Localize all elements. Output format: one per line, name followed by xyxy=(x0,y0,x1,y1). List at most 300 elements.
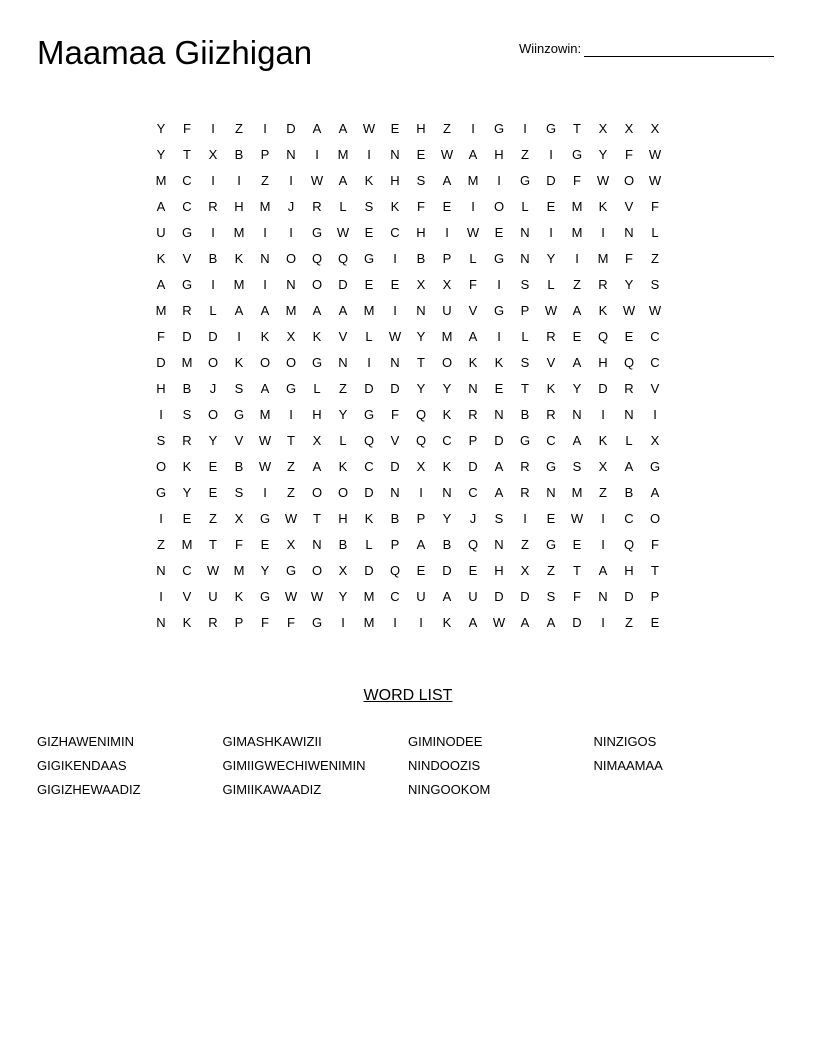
grid-letter: H xyxy=(598,354,608,370)
grid-letter: B xyxy=(338,536,348,552)
grid-letter: Z xyxy=(235,120,243,136)
grid-letter: D xyxy=(364,562,374,578)
grid-letter: A xyxy=(312,120,322,136)
grid-letter: I xyxy=(263,276,267,292)
grid-letter: D xyxy=(338,276,348,292)
name-field xyxy=(519,41,774,57)
grid-letter: E xyxy=(624,328,634,344)
grid-letter: K xyxy=(468,354,478,370)
grid-letter: A xyxy=(442,172,452,188)
grid-letter: N xyxy=(286,146,296,162)
grid-letter: Z xyxy=(599,484,607,500)
grid-letter: B xyxy=(234,146,244,162)
grid-letter: A xyxy=(468,328,478,344)
word-list-item: NIMAAMAA xyxy=(593,758,663,773)
grid-letter: I xyxy=(237,328,241,344)
grid-letter: C xyxy=(182,198,192,214)
grid-letter: G xyxy=(649,458,661,474)
name-label: Wiinzowin: xyxy=(519,41,582,56)
grid-letter: A xyxy=(572,432,582,448)
grid-letter: O xyxy=(285,250,297,266)
grid-letter: S xyxy=(546,588,556,604)
grid-letter: E xyxy=(546,510,556,526)
grid-letter: Q xyxy=(415,406,427,422)
grid-letter: N xyxy=(338,354,348,370)
grid-letter: H xyxy=(624,562,634,578)
grid-letter: X xyxy=(286,536,296,552)
grid-letter: A xyxy=(572,354,582,370)
grid-letter: B xyxy=(234,458,244,474)
grid-letter: I xyxy=(575,250,579,266)
grid-letter: I xyxy=(523,120,527,136)
grid-letter: I xyxy=(393,614,397,630)
grid-letter: C xyxy=(390,224,400,240)
grid-letter: E xyxy=(416,562,426,578)
grid-letter: I xyxy=(549,224,553,240)
grid-letter: A xyxy=(312,302,322,318)
word-list-heading xyxy=(0,686,816,706)
grid-letter: M xyxy=(259,406,271,422)
grid-letter: I xyxy=(211,276,215,292)
grid-letter: T xyxy=(313,510,321,526)
grid-letter: I xyxy=(263,224,267,240)
grid-letter: E xyxy=(208,484,218,500)
grid-letter: I xyxy=(497,328,501,344)
grid-letter: D xyxy=(208,328,218,344)
word-list-title: WORD LIST xyxy=(363,687,453,704)
grid-letter: I xyxy=(211,224,215,240)
grid-letter: V xyxy=(650,380,660,396)
grid-letter: F xyxy=(651,198,659,214)
grid-letter: I xyxy=(367,146,371,162)
grid-letter: K xyxy=(234,354,244,370)
grid-letter: M xyxy=(441,328,453,344)
grid-letter: O xyxy=(493,198,505,214)
grid-letter: Y xyxy=(546,250,556,266)
grid-letter: V xyxy=(338,328,348,344)
grid-letter: G xyxy=(545,536,557,552)
grid-letter: J xyxy=(287,198,295,214)
grid-letter: R xyxy=(546,328,556,344)
grid-letter: K xyxy=(598,302,608,318)
grid-letter: E xyxy=(390,276,400,292)
grid-letter: Y xyxy=(260,562,270,578)
grid-letter: N xyxy=(572,406,582,422)
grid-letter: O xyxy=(311,276,323,292)
grid-letter: K xyxy=(182,458,192,474)
grid-letter: D xyxy=(598,380,608,396)
grid-letter: R xyxy=(546,406,556,422)
grid-letter: G xyxy=(519,172,531,188)
grid-letter: G xyxy=(545,458,557,474)
grid-letter: R xyxy=(520,458,530,474)
word-list-item: GIMIIGWECHIWENIMIN xyxy=(222,758,366,773)
grid-letter: O xyxy=(311,484,323,500)
grid-letter: P xyxy=(260,146,270,162)
grid-letter: K xyxy=(598,432,608,448)
grid-letter: T xyxy=(521,380,529,396)
grid-letter: M xyxy=(467,172,479,188)
grid-letter: K xyxy=(442,614,452,630)
grid-letter: E xyxy=(572,536,582,552)
grid-letter: W xyxy=(648,172,662,188)
grid-letter: I xyxy=(159,588,163,604)
grid-letter: A xyxy=(520,614,530,630)
grid-letter: I xyxy=(393,302,397,318)
grid-letter: W xyxy=(310,172,324,188)
grid-letter: Z xyxy=(651,250,659,266)
word-list-item: GIGIZHEWAADIZ xyxy=(37,782,141,797)
grid-letter: F xyxy=(261,614,269,630)
grid-letter: K xyxy=(338,458,348,474)
word-list-item: GIGIKENDAAS xyxy=(37,758,127,773)
grid-letter: A xyxy=(338,302,348,318)
grid-letter: S xyxy=(182,406,192,422)
grid-letter: A xyxy=(442,588,452,604)
grid-letter: I xyxy=(471,198,475,214)
grid-letter: H xyxy=(416,224,426,240)
grid-letter: A xyxy=(624,458,634,474)
grid-letter: C xyxy=(390,588,400,604)
grid-letter: K xyxy=(182,614,192,630)
grid-letter: G xyxy=(311,224,323,240)
grid-letter: X xyxy=(442,276,452,292)
grid-letter: F xyxy=(651,536,659,552)
grid-letter: O xyxy=(155,458,167,474)
grid-letter: M xyxy=(155,172,167,188)
grid-letter: K xyxy=(442,406,452,422)
grid-letter: H xyxy=(156,380,166,396)
grid-letter: D xyxy=(364,484,374,500)
grid-letter: E xyxy=(416,146,426,162)
grid-letter: M xyxy=(181,536,193,552)
grid-letter: Y xyxy=(624,276,634,292)
grid-letter: X xyxy=(624,120,634,136)
grid-letter: L xyxy=(521,328,529,344)
grid-letter: G xyxy=(181,276,193,292)
grid-letter: G xyxy=(285,380,297,396)
grid-letter: I xyxy=(289,406,293,422)
grid-letter: X xyxy=(286,328,296,344)
grid-letter: S xyxy=(572,458,582,474)
grid-letter: Z xyxy=(339,380,347,396)
grid-letter: A xyxy=(260,380,270,396)
name-blank-line xyxy=(584,43,774,57)
grid-letter: Z xyxy=(547,562,555,578)
grid-letter: N xyxy=(624,406,634,422)
grid-letter: N xyxy=(286,276,296,292)
grid-letter: L xyxy=(209,302,217,318)
grid-letter: Q xyxy=(467,536,479,552)
grid-letter: I xyxy=(237,172,241,188)
grid-letter: P xyxy=(468,432,478,448)
grid-letter: M xyxy=(181,354,193,370)
grid-letter: M xyxy=(259,198,271,214)
grid-letter: W xyxy=(362,120,376,136)
grid-letter: G xyxy=(259,510,271,526)
grid-letter: I xyxy=(315,146,319,162)
grid-letter: N xyxy=(156,562,166,578)
grid-letter: I xyxy=(523,510,527,526)
grid-letter: V xyxy=(182,588,192,604)
grid-letter: D xyxy=(442,562,452,578)
word-list-item: GIMASHKAWIZII xyxy=(222,734,322,749)
grid-letter: D xyxy=(572,614,582,630)
grid-letter: Y xyxy=(338,588,348,604)
grid-letter: I xyxy=(471,120,475,136)
grid-letter: A xyxy=(572,302,582,318)
grid-letter: N xyxy=(520,250,530,266)
grid-letter: E xyxy=(364,276,374,292)
grid-letter: W xyxy=(440,146,454,162)
grid-letter: V xyxy=(546,354,556,370)
grid-letter: X xyxy=(312,432,322,448)
grid-letter: E xyxy=(182,510,192,526)
grid-letter: E xyxy=(546,198,556,214)
grid-letter: Z xyxy=(521,536,529,552)
grid-letter: L xyxy=(651,224,659,240)
grid-letter: U xyxy=(416,588,426,604)
grid-letter: I xyxy=(263,484,267,500)
grid-letter: L xyxy=(625,432,633,448)
grid-letter: S xyxy=(234,380,244,396)
grid-letter: V xyxy=(624,198,634,214)
grid-letter: O xyxy=(207,354,219,370)
grid-letter: R xyxy=(624,380,634,396)
grid-letter: S xyxy=(364,198,374,214)
grid-letter: E xyxy=(650,614,660,630)
grid-letter: E xyxy=(494,224,504,240)
grid-letter: S xyxy=(494,510,504,526)
grid-letter: C xyxy=(650,328,660,344)
grid-letter: I xyxy=(497,276,501,292)
grid-letter: X xyxy=(208,146,218,162)
grid-letter: Y xyxy=(442,510,452,526)
grid-letter: U xyxy=(208,588,218,604)
grid-letter: V xyxy=(182,250,192,266)
grid-letter: D xyxy=(390,380,400,396)
grid-letter: E xyxy=(572,328,582,344)
grid-letter: F xyxy=(417,198,425,214)
grid-letter: I xyxy=(367,354,371,370)
grid-letter: Y xyxy=(208,432,218,448)
grid-letter: G xyxy=(493,120,505,136)
grid-letter: T xyxy=(417,354,425,370)
grid-letter: H xyxy=(390,172,400,188)
grid-letter: M xyxy=(155,302,167,318)
grid-letter: G xyxy=(363,250,375,266)
grid-letter: Q xyxy=(597,328,609,344)
grid-letter: S xyxy=(234,484,244,500)
grid-letter: L xyxy=(313,380,321,396)
grid-letter: J xyxy=(209,380,217,396)
grid-letter: I xyxy=(445,224,449,240)
grid-letter: K xyxy=(546,380,556,396)
grid-letter: T xyxy=(573,120,581,136)
letter-grid xyxy=(148,115,668,635)
grid-letter: Q xyxy=(389,562,401,578)
grid-letter: G xyxy=(311,354,323,370)
grid-letter: Y xyxy=(182,484,192,500)
grid-letter: E xyxy=(494,380,504,396)
grid-letter: K xyxy=(312,328,322,344)
grid-letter: N xyxy=(390,146,400,162)
page-title: Maamaa Giizhigan xyxy=(37,34,313,71)
grid-letter: X xyxy=(650,432,660,448)
grid-letter: R xyxy=(520,484,530,500)
grid-letter: M xyxy=(597,250,609,266)
grid-letter: K xyxy=(156,250,166,266)
grid-letter: G xyxy=(571,146,583,162)
grid-letter: P xyxy=(442,250,452,266)
grid-letter: D xyxy=(546,172,556,188)
grid-letter: L xyxy=(547,276,555,292)
word-list-item: GIMIIKAWAADIZ xyxy=(222,782,322,797)
grid-letter: U xyxy=(156,224,166,240)
grid-letter: S xyxy=(156,432,166,448)
grid-letter: B xyxy=(208,250,218,266)
grid-letter: L xyxy=(365,536,373,552)
grid-letter: W xyxy=(648,146,662,162)
grid-letter: G xyxy=(233,406,245,422)
grid-letter: F xyxy=(391,406,399,422)
grid-letter: C xyxy=(182,172,192,188)
grid-letter: I xyxy=(601,510,605,526)
grid-letter: F xyxy=(625,250,633,266)
grid-letter: O xyxy=(623,172,635,188)
grid-letter: T xyxy=(183,146,191,162)
grid-letter: X xyxy=(338,562,348,578)
grid-letter: W xyxy=(284,588,298,604)
grid-letter: C xyxy=(182,562,192,578)
grid-letter: A xyxy=(312,458,322,474)
grid-letter: H xyxy=(494,562,504,578)
grid-letter: G xyxy=(285,562,297,578)
grid-letter: I xyxy=(601,614,605,630)
grid-letter: G xyxy=(545,120,557,136)
grid-letter: Z xyxy=(287,484,295,500)
grid-letter: I xyxy=(211,120,215,136)
grid-letter: T xyxy=(209,536,217,552)
grid-letter: I xyxy=(159,510,163,526)
grid-letter: R xyxy=(208,614,218,630)
grid-letter: A xyxy=(338,172,348,188)
grid-letter: W xyxy=(258,458,272,474)
grid-letter: C xyxy=(546,432,556,448)
grid-letter: T xyxy=(651,562,659,578)
grid-letter: E xyxy=(208,458,218,474)
grid-letter: Z xyxy=(157,536,165,552)
grid-letter: M xyxy=(233,562,245,578)
grid-letter: Y xyxy=(598,146,608,162)
grid-letter: N xyxy=(260,250,270,266)
grid-letter: N xyxy=(494,406,504,422)
grid-letter: W xyxy=(492,614,506,630)
grid-letter: D xyxy=(286,120,296,136)
grid-letter: Y xyxy=(156,120,166,136)
grid-letter: B xyxy=(182,380,192,396)
grid-letter: G xyxy=(519,432,531,448)
grid-letter: X xyxy=(520,562,530,578)
grid-letter: F xyxy=(183,120,191,136)
grid-letter: P xyxy=(390,536,400,552)
grid-letter: O xyxy=(441,354,453,370)
grid-letter: M xyxy=(233,276,245,292)
grid-letter: C xyxy=(442,432,452,448)
grid-letter: Z xyxy=(443,120,451,136)
grid-letter: A xyxy=(468,614,478,630)
grid-letter: N xyxy=(546,484,556,500)
grid-letter: D xyxy=(156,354,166,370)
grid-letter: T xyxy=(287,432,295,448)
grid-letter: S xyxy=(416,172,426,188)
grid-letter: G xyxy=(493,302,505,318)
grid-letter: I xyxy=(393,250,397,266)
grid-letter: A xyxy=(598,562,608,578)
grid-letter: B xyxy=(442,536,452,552)
grid-letter: W xyxy=(284,510,298,526)
grid-letter: N xyxy=(312,536,322,552)
grid-letter: Y xyxy=(416,328,426,344)
grid-letter: D xyxy=(390,458,400,474)
grid-letter: W xyxy=(570,510,584,526)
grid-letter: W xyxy=(258,432,272,448)
grid-letter: H xyxy=(416,120,426,136)
grid-letter: Q xyxy=(415,432,427,448)
grid-letter: V xyxy=(234,432,244,448)
grid-letter: I xyxy=(159,406,163,422)
grid-letter: A xyxy=(546,614,556,630)
grid-letter: A xyxy=(494,484,504,500)
grid-letter: B xyxy=(520,406,530,422)
grid-letter: X xyxy=(234,510,244,526)
grid-letter: S xyxy=(520,276,530,292)
grid-letter: X xyxy=(598,458,608,474)
grid-letter: Z xyxy=(521,146,529,162)
grid-letter: M xyxy=(285,302,297,318)
grid-letter: E xyxy=(364,224,374,240)
grid-letter: R xyxy=(598,276,608,292)
grid-letter: M xyxy=(363,302,375,318)
grid-letter: Y xyxy=(416,380,426,396)
grid-letter: L xyxy=(339,432,347,448)
grid-letter: M xyxy=(571,484,583,500)
grid-letter: Q xyxy=(623,536,635,552)
grid-letter: Z xyxy=(573,276,581,292)
grid-letter: I xyxy=(549,146,553,162)
grid-letter: Q xyxy=(623,354,635,370)
grid-letter: Q xyxy=(311,250,323,266)
grid-letter: O xyxy=(207,406,219,422)
grid-letter: M xyxy=(363,588,375,604)
grid-letter: Z xyxy=(209,510,217,526)
grid-letter: Q xyxy=(363,432,375,448)
grid-letter: W xyxy=(336,224,350,240)
grid-letter: K xyxy=(364,172,374,188)
grid-letter: K xyxy=(390,198,400,214)
grid-letter: R xyxy=(182,302,192,318)
grid-letter: N xyxy=(416,302,426,318)
grid-letter: P xyxy=(234,614,244,630)
grid-letter: I xyxy=(341,614,345,630)
grid-letter: J xyxy=(469,510,477,526)
grid-letter: H xyxy=(338,510,348,526)
grid-letter: F xyxy=(235,536,243,552)
grid-letter: W xyxy=(622,302,636,318)
grid-letter: I xyxy=(419,484,423,500)
grid-letter: B xyxy=(416,250,426,266)
grid-letter: V xyxy=(468,302,478,318)
